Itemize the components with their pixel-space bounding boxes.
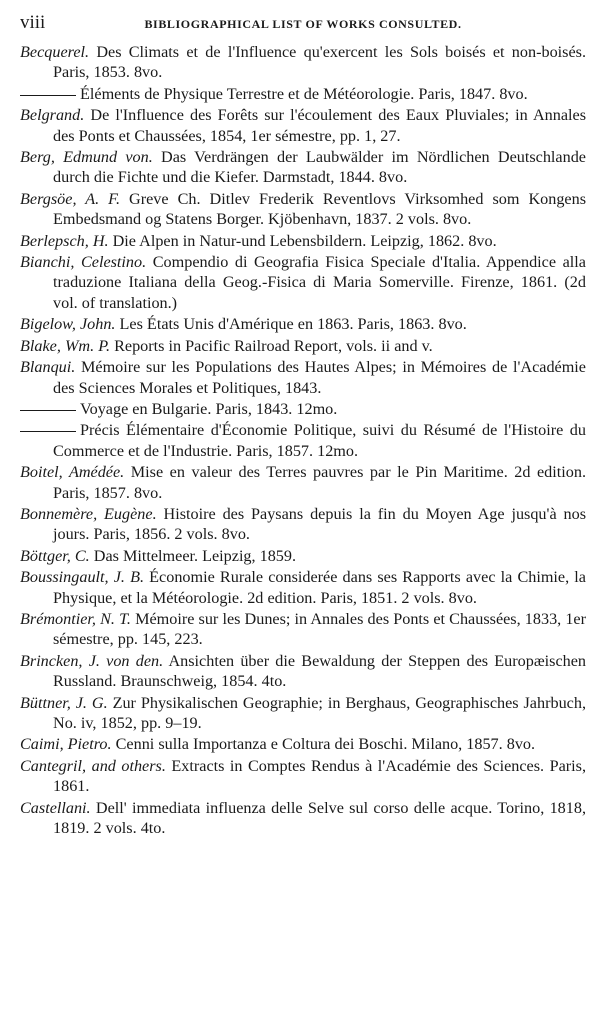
bibliography-entry [20,147,586,188]
bibliography-entry [20,651,586,692]
entry-text: Cenni sulla Importanza e Coltura dei Boschi. Milano, 1857. 8vo. [111,735,536,754]
entry-author: Blanqui. [20,358,76,377]
entry-text: Les États Unis d'Amérique en 1863. Paris, 1863. 8vo. [115,315,467,334]
entry-text: Mémoire sur les Dunes; in Annales des Ponts et Chaussées, 1833, 1er sémestre, pp. 145, 223. [53,609,587,649]
bibliography-entry [20,756,586,797]
bibliography-entry [20,693,586,734]
bibliography-entry [20,609,586,650]
bibliography-entry [20,504,586,545]
entry-text: Das Mittelmeer. Leipzig, 1859. [89,546,297,565]
entry-text: Histoire des Paysans depuis la fin du Moyen Age jusqu'à nos jours. Paris, 1856. 2 vols. 8vo. [53,504,586,544]
bibliography-entry [20,336,586,356]
entry-author: Böttger, C. [20,546,90,565]
entry-author: Caimi, Pietro. [20,735,112,754]
entry-text: Mémoire sur les Populations des Hautes Alpes; in Mémoires de l'Académie des Sciences Morales et Politiques, 1843. [53,358,586,397]
page-header [20,12,586,42]
entry-text: De l'Influence des Forêts sur l'écoulement des Eaux Pluviales; in Annales des Ponts et Chaussées, 1854, 1er sémestre, pp. 1, 27. [53,106,586,145]
entry-text: Compendio di Geografia Fisica Speciale d'Italia. Appendice alla traduzione Italiana della Geog.-Fisica di Maria Somerville. Firenze, 1861. (2d vol. of translation.) [53,253,586,312]
bibliography-entry [20,84,586,104]
entry-author: Bonnemère, Eugène. [20,504,157,523]
bibliography-entry [20,42,586,83]
entry-text: Précis Élémentaire d'Économie Politique, suivi du Résumé de l'Histoire du Commerce et de l'Industrie. Paris, 1857. 12mo. [53,421,586,460]
page-number: viii [20,12,46,33]
entry-text: Die Alpen in Natur-und Lebensbildern. Leipzig, 1862. 8vo. [108,231,497,250]
ditto-dash [20,431,76,432]
entry-text: Mise en valeur des Terres pauvres par le Pin Maritime. 2d edition. Paris, 1857. 8vo. [53,463,587,502]
running-head: BIBLIOGRAPHICAL LIST OF WORKS CONSULTED. [144,17,462,31]
entry-author: Boussingault, J. B. [20,568,145,587]
bibliography-entry [20,105,586,146]
entry-author: Becquerel. [20,43,90,61]
bibliography-entry [20,420,586,461]
bibliography-entry [20,357,586,398]
entry-author: Brémontier, N. T. [20,609,131,628]
bibliography-entry [20,314,586,334]
ditto-dash [20,410,76,411]
bibliography-entry [20,231,586,251]
entry-author: Berg, Edmund von. [20,148,153,167]
entry-author: Belgrand. [20,106,85,125]
entry-author: Blake, Wm. P. [20,336,111,355]
entry-author: Bianchi, Celestino. [20,253,147,272]
entry-author: Castellani. [20,798,91,817]
bibliography-entry [20,462,586,503]
bibliography-entry [20,546,586,566]
bibliography-entry [20,189,586,230]
entry-text: Voyage en Bulgarie. Paris, 1843. 12mo. [80,399,338,418]
entry-text: Économie Rurale considerée dans ses Rapports avec la Chimie, la Physique, et la Météorologie. 2d edition. Paris, 1851. 2 vols. 8vo. [53,568,586,607]
entry-author: Berlepsch, H. [20,231,109,250]
entry-author: Bergsöe, A. F. [20,189,120,208]
entry-text: Éléments de Physique Terrestre et de Météorologie. Paris, 1847. 8vo. [80,84,528,103]
entry-author: Brincken, J. von den. [20,651,164,670]
entry-author: Cantegril, and others. [20,756,166,775]
bibliography-entry [20,567,586,608]
entry-text: Extracts in Comptes Rendus à l'Académie des Sciences. Paris, 1861. [53,756,586,796]
entry-author: Büttner, J. G. [20,693,108,712]
entry-text: Das Verdrängen der Laubwälder im Nördlichen Deutschlande durch die Fichte und die Kiefer. Darmstadt, 1844. 8vo. [53,148,586,187]
entry-text: Dell' immediata influenza delle Selve sul corso delle acque. Torino, 1818, 1819. 2 vols. 4to. [53,798,586,838]
entry-text: Zur Physikalischen Geographie; in Berghaus, Geographisches Jahrbuch, No. iv, 1852, pp. 9–19. [53,693,586,732]
entry-text: Greve Ch. Ditlev Frederik Reventlovs Virksomhed som Kongens Embedsmand og Statens Borger. Kjöbenhavn, 1837. 2 vols. 8vo. [53,189,586,229]
entry-author: Bigelow, John. [20,315,116,334]
bibliography-entry [20,734,586,754]
bibliography-entry [20,399,586,419]
ditto-dash [20,95,76,96]
entry-author: Boitel, Amédée. [20,463,125,482]
entry-text: Reports in Pacific Railroad Report, vols. ii and v. [110,336,433,355]
bibliography-entry [20,252,586,313]
bibliography-entry [20,798,586,839]
bibliography-list [20,42,586,838]
entry-text: Ansichten über die Bewaldung der Steppen des Europæischen Russland. Braunschweig, 1854. 4to. [53,651,587,691]
entry-text: Des Climats et de l'Influence qu'exercent les Sols boisés et non-boisés. Paris, 1853. 8vo. [53,43,586,82]
